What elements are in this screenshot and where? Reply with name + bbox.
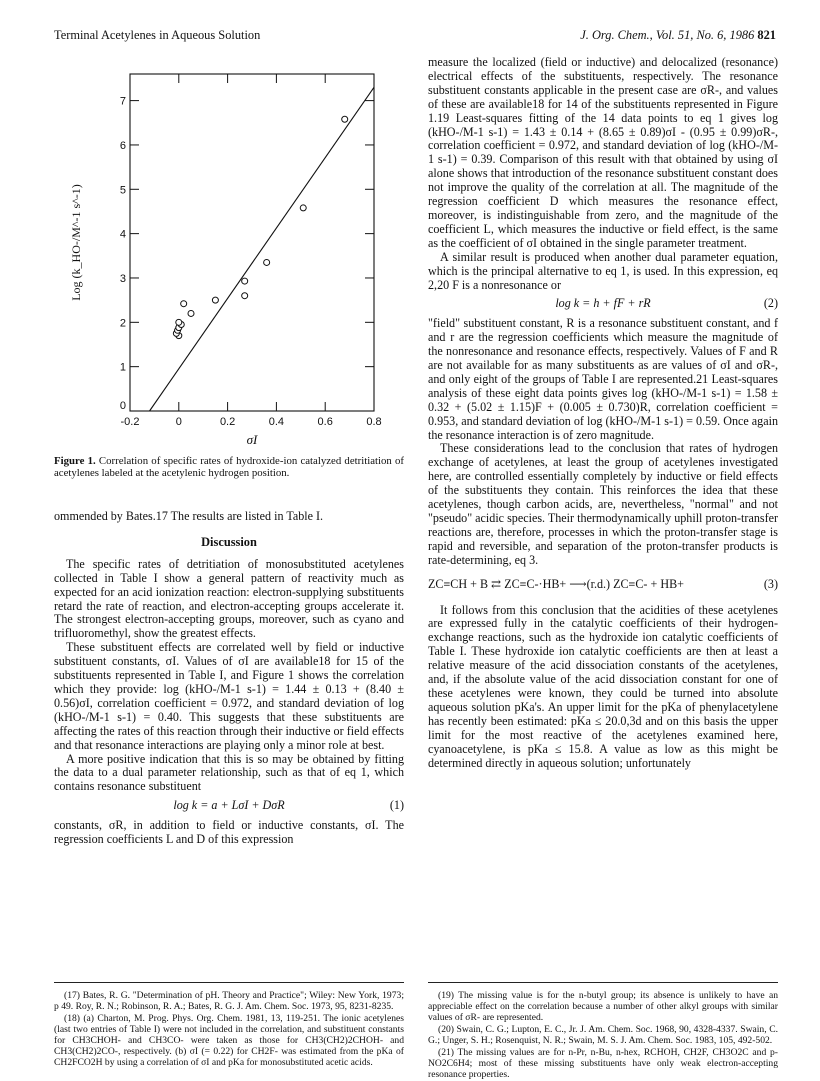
scatter-plot [54, 56, 404, 456]
equation-1 [54, 799, 404, 813]
footnote-rule [54, 982, 404, 983]
equation-text: log k = a + LσI + DσR [173, 798, 285, 813]
paragraph: "field" substituent constant, R is a resonance substituent constant, and f and r are the regression coefficients which measure the magnitude of the nonresonance and resonance effects, respectively. Values of F and R are not available for as many substituents as are values of σI and σR-, and only eight of the groups of Table I are represented.21 Least-squares analysis of these eight data points gives log (kHO-/M-1 s-1) = 1.58 ± 0.32 + (5.02 ± 1.15)F + (0.005 ± 0.730)R, correlation coefficient = 0.953, and standard deviation of log (kHO-/M-1 s-1) = 0.59. Once again the resonance interaction is of zero magnitude. [428, 316, 778, 442]
y-axis-label: Log (k_HO-/M^-1 s^-1) [69, 184, 83, 301]
x-tick-label: -0.2 [120, 416, 140, 428]
y-tick-label: 5 [119, 184, 126, 197]
y-tick-label: 1 [119, 361, 126, 374]
x-tick-label: 0.8 [366, 416, 382, 428]
data-point [300, 205, 306, 211]
footnote: (17) Bates, R. G. "Determination of pH. Theory and Practice"; Wiley: New York, 1973; p 49. Roy, R. N.; Robinson, R. A.; Bates, R. G. J. Am. Chem. Soc. 1973, 95, 8231-8235. [54, 990, 404, 1012]
data-point [342, 116, 348, 122]
y-tick-label: 7 [119, 95, 126, 108]
data-point [212, 297, 218, 303]
y-tick-label: 3 [119, 272, 126, 285]
equation-3 [428, 578, 778, 592]
footnote: (19) The missing value is for the n-butyl group; its absence is unlikely to have an appreciable effect on the correlation because a number of other alkyl groups with similar values of σR- are represented. [428, 990, 778, 1023]
paragraph: These considerations lead to the conclusion that rates of hydrogen exchange of acetylenes, at least the group of acetylenes investigated here, are controlled essentially completely by inductive or field effects of the substituents they contain. This reinforces the idea that these acetylenes, though carbon acids, are, nevertheless, "normal" and not "pseudo" acidic species. Their thermodynamically uphill proton-transfer reactions are, therefore, processes in which the proton-transfer stage is rapid and reversible, and separation of the proton-transfer products is rate-determining, eq 3. [428, 441, 778, 567]
equation-number: (3) [763, 576, 778, 591]
data-point [176, 319, 182, 325]
footnotes-left [54, 990, 404, 1069]
data-point [242, 278, 248, 284]
footnote: (21) The missing values are for n-Pr, n-Bu, n-hex, RCHOH, CH2F, CH3O2C and p-NO2C6H4; most of these missing substituents have only weak electron-accepting resonance properties. [428, 1047, 778, 1080]
footnote: (18) (a) Charton, M. Prog. Phys. Org. Chem. 1981, 13, 119-251. The ionic acetylenes (last two entries of Table I) were not included in the correlation, and substituent constants for CH3CHOH- and CH3CO- were taken as those for CH3(CH2)2CHOH- and CH3(CH2)2CO-, respectively. (b) σI (= 0.22) for CH2F- was estimated from the pKa of CH2FCO2H by using a correlation of σI and pKa for monosubstituted acetic acids. [54, 1013, 404, 1068]
data-points [173, 116, 347, 338]
equation-2 [428, 297, 778, 311]
figure-caption-label: Figure 1. [54, 455, 96, 467]
right-column [428, 56, 778, 770]
x-tick-label: 0.4 [268, 416, 285, 428]
plot-ticks [120, 74, 382, 428]
footnote-rule [428, 982, 778, 983]
paragraph: It follows from this conclusion that the acidities of these acetylenes are expressed fully in the catalytic coefficients of their hydrogen-exchange reactions, such as the hydroxide ion catalytic coefficients of Table I. These hydroxide ion catalytic coefficients are then at least a relative measure of the acid dissociation constants of the acetylenes, and, if the absolute value of the acid dissociation constant for one of these acetylenes were known, they could be turned into absolute aqueous solution pKa's. An upper limit for the pKa of phenylacetylene has recently been estimated: pKa ≤ 20.0,3d and on this basis the upper limit for the most reactive of the acetylenes examined here, cyanoacetylene, is pKa ≤ 15.8. A value as low as this might be determined directly in aqueous solution; unfortunately [428, 602, 778, 770]
paragraph: constants, σR, in addition to field or inductive constants, σI. The regression coefficients L and D of this expression [54, 818, 404, 847]
paragraph: These substituent effects are correlated well by field or inductive substituent constants, σI. Values of σI are available18 for 15 of the substituents represented in Table I, and Figure 1 shows the correlation which they provide: log (kHO-/M-1 s-1) = 1.44 ± 0.13 + (8.40 ± 0.56)σI, correlation coefficient = 0.972, and standard deviation of log (kHO-/M-1 s-1) = 0.40. This suggests that these substituents are affecting the rates of this reaction through their inductive or field effects and that resonance interactions are playing only a minor role at best. [54, 640, 404, 752]
figure-caption [54, 455, 404, 479]
paragraph: The specific rates of detritiation of monosubstituted acetylenes collected in Table I show a general pattern of reactivity much as expected for an acid ionization reaction: electron-supplying substituents retard the rate of reaction, and electron-accepting groups accelerate it. The strongest electron-accepting groups, moreover, such as cyano and trifluoromethyl, show the greatest effects. [54, 556, 404, 641]
data-point [181, 301, 187, 307]
y-tick-label: 6 [119, 139, 126, 152]
data-point [188, 310, 194, 316]
page-number: 821 [757, 28, 776, 42]
equation-text: log k = h + fF + rR [555, 296, 651, 311]
y-tick-label: 2 [119, 317, 126, 330]
equation-number: (2) [763, 296, 778, 311]
x-tick-label: 0.2 [219, 416, 236, 428]
y-tick-label: 0 [119, 400, 126, 412]
footnotes-right [428, 990, 778, 1081]
equation-number: (1) [389, 798, 404, 813]
left-column [54, 510, 404, 847]
x-tick-label: 0.6 [317, 416, 333, 428]
running-header-right [580, 28, 776, 43]
section-title: Discussion [201, 534, 257, 549]
paragraph: A more positive indication that this is so may be obtained by fitting the data to a dual parameter relationship, such as that of eq 1, which contains resonance substituent [54, 751, 404, 794]
paragraph: measure the localized (field or inductive) and delocalized (resonance) electrical effects of the substituents, respectively. The resonance substituent constants applicable in the present case are σR-, and values of these are available18 for 14 of the substituents represented in Figure 1.19 Least-squares fitting of the 14 data points to eq 1 gives log (kHO-/M-1 s-1) = 1.43 ± 0.14 + (8.65 ± 0.89)σI - (0.95 ± 0.99)σR-, correlation coefficient = 0.972, and standard deviation of log (kHO-/M-1 s-1) = 0.39. Comparison of this result with that obtained by using σI alone shows that introduction of the resonance substituent constant does not improve the quality of the correlation at all. The magnitude of the regression coefficient D which measures the resonance effect, moreover, is indistinguishable from zero, and the magnitude of the coefficient L, which measures the inductive or field effect, is the same as the coefficient of σI obtained in the single parameter treatment. [428, 55, 778, 250]
figure-caption-text: Correlation of specific rates of hydroxide-ion catalyzed detritiation of acetylenes labeled at the acetylenic hydrogen position. [54, 455, 404, 479]
paragraph: A similar result is produced when another dual parameter equation, which is the principal alternative to eq 1, is used. In this expression, eq 2,20 F is a nonresonance or [428, 249, 778, 292]
fit-line [150, 87, 374, 411]
regression-line [150, 87, 374, 411]
running-header-left: Terminal Acetylenes in Aqueous Solution [54, 28, 261, 42]
paragraph: ommended by Bates.17 The results are listed in Table I. [54, 509, 324, 523]
journal-citation: J. Org. Chem., Vol. 51, No. 6, 1986 [580, 28, 755, 42]
figure-1 [54, 56, 404, 456]
y-tick-label: 4 [119, 228, 126, 241]
footnote: (20) Swain, C. G.; Lupton, E. C., Jr. J. Am. Chem. Soc. 1968, 90, 4328-4337. Swain, C. G.; Unger, S. H.; Rosenquist, N. R.; Swain, M. S. J. Am. Chem. Soc. 1983, 105, 492-502. [428, 1024, 778, 1046]
plot-frame [130, 74, 374, 411]
plot-axes [130, 74, 374, 411]
data-point [242, 293, 248, 299]
equation-text: ZC≡CH + B ⇄ ZC≡C-·HB+ ⟶(r.d.) ZC≡C- + HB+ [428, 576, 684, 591]
axis-labels [69, 184, 258, 447]
data-point [264, 259, 270, 265]
x-tick-label: 0 [175, 416, 182, 428]
x-axis-label: σI [246, 432, 258, 447]
